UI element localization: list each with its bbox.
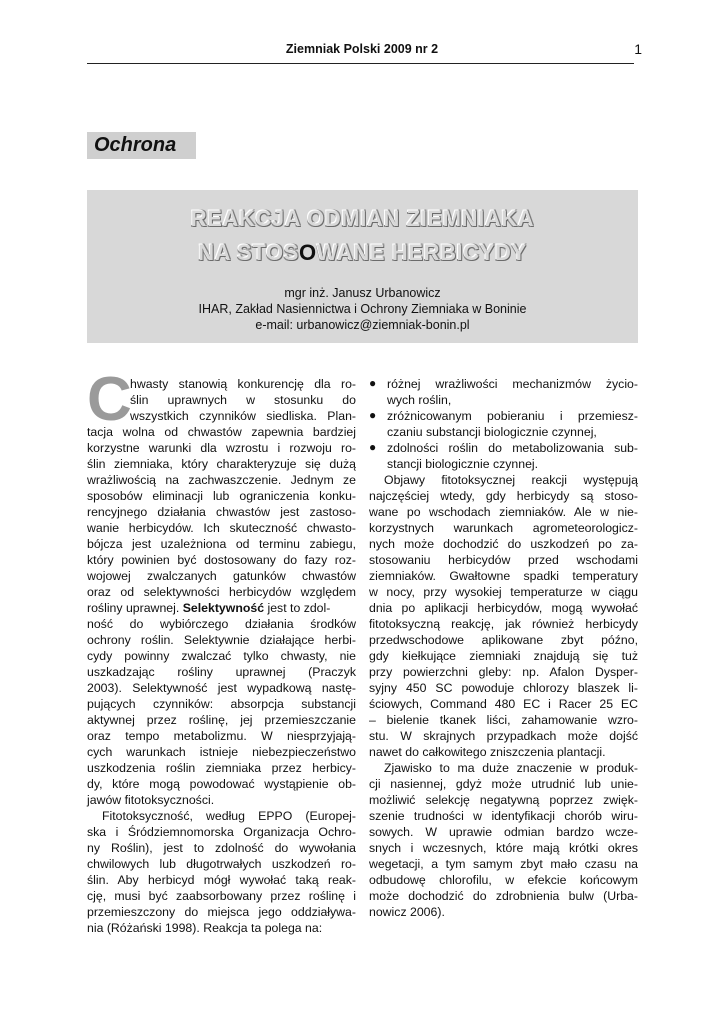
bold-term: Selektywność — [182, 601, 265, 615]
right-line-10: fitotoksyczną reakcję, jak również herbicydy — [369, 617, 638, 631]
section-label: Ochrona — [94, 134, 177, 156]
title-line-2-start: NA STOS — [198, 240, 299, 265]
right-line-16: – bielenie tkanek liści, zahamowanie wzro- — [369, 713, 638, 727]
left-line-14: oraz od selektywności herbicydów względem — [87, 585, 356, 599]
right-line-20: cji nasiennej, gdyż może utrudnić lub unie- — [369, 777, 638, 791]
right-line-3: wane po wschodach ziemniaków. Ale w nie- — [369, 505, 638, 519]
title-dark-letter: O — [298, 240, 317, 265]
right-line-8: w nocy, przy wysokiej temperaturze w ciągu — [369, 585, 638, 599]
left-line-26: dy, które mogą powodować wystąpienie ob- — [87, 777, 356, 791]
title-line-2-end: WANE HERBICYDY — [316, 240, 527, 265]
bullet-2-line-2: czaniu substancji biologicznie czynnej, — [387, 425, 597, 439]
right-line-21: możliwić selekcję negatywną poprzez zwięk- — [369, 793, 638, 807]
section-label-box — [87, 132, 196, 159]
left-line-15 — [87, 600, 356, 616]
drop-cap: C — [87, 365, 132, 434]
right-line-9: dnia po aplikacji herbicydów, mogą wywołać — [369, 601, 638, 615]
bullet-2-line-1: zróżnicowanym pobieraniu i przemiesz- — [387, 409, 638, 423]
left-line-31: chwilowych lub długotrwałych uszkodzeń ro- — [87, 857, 356, 871]
right-line-19: Zjawisko to ma duże znaczenie w produk- — [384, 761, 638, 775]
bullet-dot-3: ● — [369, 440, 377, 454]
left-line-24: cych warunkach istnieje niebezpieczeństwo — [87, 745, 356, 759]
right-line-24: snych i wczesnych, które mają krótki okres — [369, 841, 638, 855]
left-line-34: przemieszczony do miejsca jego oddziaływa- — [87, 905, 356, 919]
right-line-2: najczęściej wtedy, gdy herbicydy są stoso- — [369, 489, 638, 503]
bullet-3-line-1: zdolności roślin do metabolizowania sub- — [387, 441, 638, 455]
left-line-23: oraz tempo metabolizmu. W niesprzyjają- — [87, 729, 356, 743]
left-line-6: ślin ziemniaka, który charakteryzuje się dużą — [87, 457, 356, 471]
left-line-11: bójcza jest uzależniona od terminu zabiegu, — [87, 537, 356, 551]
left-line-16: ność do wybiórczego działania środków — [87, 617, 356, 631]
left-line-3: wszystkich czynników siedliska. Plan- — [130, 409, 356, 423]
left-line-21: pujących czynników: absorpcja substancji — [87, 697, 356, 711]
left-line-13: wojowej zwalczanych gatunków chwastów — [87, 569, 356, 583]
left-line-27: jawów fitotoksyczności. — [87, 793, 215, 807]
left-line-18: cydy powinny zwalczać tylko chwasty, nie — [87, 649, 356, 663]
left-line-35: nia (Różański 1998). Reakcja ta polega na: — [87, 921, 323, 935]
left-line-28: Fitotoksyczność, według EPPO (Europej- — [102, 809, 356, 823]
right-line-22: szenie trudności w identyfikacji chorób wiru- — [369, 809, 638, 823]
left-line-32: ślin. Aby herbicyd mógł wywołać taką reak- — [87, 873, 356, 887]
left-line-15-end: jest to zdol- — [267, 601, 331, 615]
author-email: e-mail: urbanowicz@ziemniak-bonin.pl — [255, 318, 470, 332]
running-head: Ziemniak Polski 2009 nr 2 — [285, 42, 439, 56]
right-line-4: korzystnych warunkach agrometeorologicz- — [369, 521, 638, 535]
left-line-2: ślin uprawnych w stosunku do — [130, 393, 356, 407]
right-line-1: Objawy fitotoksycznej reakcji występują — [384, 473, 638, 487]
right-line-17: stu. W skrajnych przypadkach może dojść — [369, 729, 638, 743]
right-line-12: gdy kiełkujące ziemniaki znajdują się tuż — [369, 649, 638, 663]
bullet-dot-1: ● — [369, 376, 377, 390]
author-name: mgr inż. Janusz Urbanowicz — [284, 286, 441, 300]
right-line-14: syjny 450 SC powoduje chlorozy blaszek li- — [369, 681, 638, 695]
left-line-17: ochrony roślin. Selektywnie działające herbi- — [87, 633, 356, 647]
right-line-28: nowicz 2006). — [369, 905, 445, 919]
right-line-25: wegetacji, a tym samym zbyt mało czasu na — [369, 857, 638, 871]
left-line-12: który powinien być dostosowany do fazy roz- — [87, 553, 356, 567]
left-line-25: uszkodzenia roślin ziemniaka przez herbicy- — [87, 761, 356, 775]
right-line-13: przy powierzchni gleby: np. Afalon Dysper- — [369, 665, 638, 679]
page-number: 1 — [634, 41, 642, 57]
left-line-29: ska i Śródziemnomorska Organizacja Ochro- — [87, 825, 356, 839]
left-line-10: wanie herbicydów. Ich skuteczność chwasto- — [87, 521, 356, 535]
title-line-1: REAKCJA ODMIAN ZIEMNIAKA — [190, 206, 535, 231]
left-line-19: uszkadzając rośliny uprawnej (Praczyk — [87, 665, 356, 679]
bullet-1-line-2: wych roślin, — [387, 393, 452, 407]
left-line-33: cję, musi być zaabsorbowany przez roślinę i — [87, 889, 356, 903]
bullet-dot-2: ● — [369, 408, 377, 422]
right-line-7: ziemniaków. Gwałtowne spadki temperatury — [369, 569, 638, 583]
left-line-9: rencyjnego działania chwastów jest zastoso- — [87, 505, 356, 519]
right-line-5: nych może dochodzić do uszkodzeń po za- — [369, 537, 638, 551]
left-line-7: wrażliwością na zachwaszczenie. Jednym ze — [87, 473, 356, 487]
bullet-3-line-2: stancji biologicznie czynnej. — [387, 457, 539, 471]
left-line-8: sposobów eliminacji lub ograniczenia konku- — [87, 489, 356, 503]
left-line-22: aktywnej przez roślinę, jej przemieszczanie — [87, 713, 356, 727]
right-line-11: przedwschodowe aplikowane zbyt późno, — [369, 633, 638, 647]
author-affiliation: IHAR, Zakład Nasiennictwa i Ochrony Ziemniaka w Boninie — [198, 302, 527, 316]
right-line-18: nawet do całkowitego zniszczenia plantacji. — [369, 745, 606, 759]
right-line-15: ściowych, Command 480 EC i Racer 25 EC — [369, 697, 638, 711]
header-rule — [87, 63, 634, 64]
right-line-23: sowych. W uprawie odmian bardzo wcze- — [369, 825, 638, 839]
right-line-27: może dochodzić do zdrobnienia bulw (Urba- — [369, 889, 638, 903]
left-line-15-start: rośliny uprawnej. — [87, 601, 180, 615]
left-line-1: hwasty stanowią konkurencję dla ro- — [130, 377, 356, 391]
right-line-6: stosowaniu herbicydów przed wschodami — [369, 553, 638, 567]
left-line-4: tacja wolna od chwastów zapewnia bardziej — [87, 425, 356, 439]
left-line-20: 2003). Selektywność jest wypadkową nastę- — [87, 681, 356, 695]
left-line-30: ny Roślin), jest to zdolność do wywołania — [87, 841, 356, 855]
left-line-5: korzystne warunki dla wzrostu i rozwoju ro- — [87, 441, 356, 455]
title-line-2 — [87, 240, 638, 266]
right-line-26: odbudowę chlorofilu, w efekcie końcowym — [369, 873, 638, 887]
title-banner — [87, 190, 638, 343]
bullet-1-line-1: różnej wrażliwości mechanizmów życio- — [387, 377, 638, 391]
